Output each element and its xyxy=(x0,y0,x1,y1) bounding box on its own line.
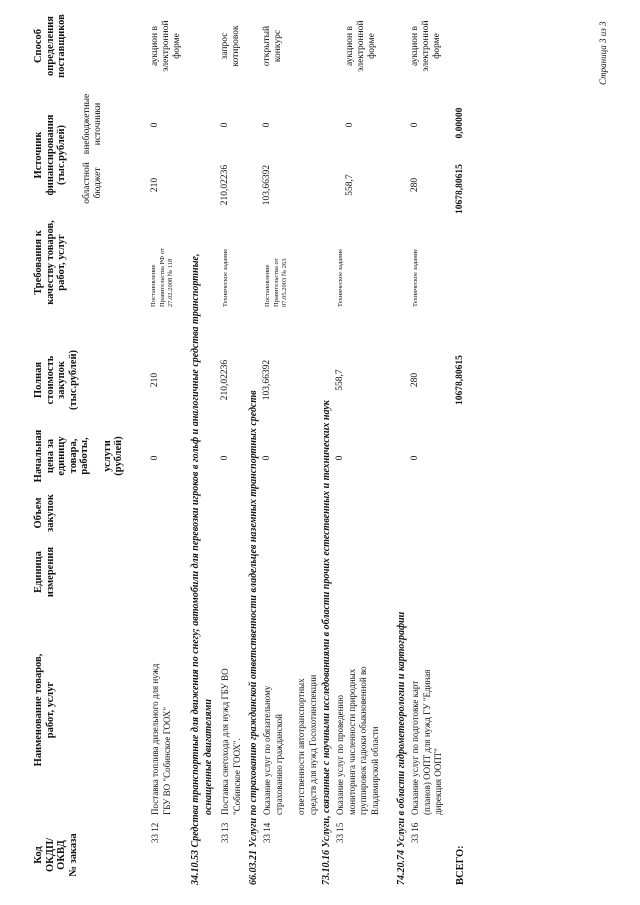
row-total: 558,7 xyxy=(335,369,345,391)
total-regional-value: 10678,80615 xyxy=(455,164,465,214)
row-regional: 210,02236 xyxy=(220,164,230,206)
header-name: Наименование товаров, работ, услуг xyxy=(33,653,56,767)
row-regional: 280 xyxy=(410,177,420,193)
header-initial-price: Начальная цена за единицу товара, работы, услуги (рублей) xyxy=(33,429,124,483)
header-unit: Единица измерения xyxy=(33,546,56,598)
row-code: 33 15 xyxy=(335,822,345,843)
row-total: 280 xyxy=(410,372,420,388)
total-label: ВСЕГО: xyxy=(455,845,466,885)
row-extra: 0 xyxy=(150,122,160,128)
header-code: Код ОКДП/ ОКВД № заказа xyxy=(33,833,79,877)
row-method: аукцион в электронной форме xyxy=(410,20,442,72)
row-method: аукцион в электронной форме xyxy=(345,20,377,72)
header-method: Способ определения поставщиков xyxy=(33,14,67,78)
total-cost-value: 10678,80615 xyxy=(455,355,465,405)
row-name: Поставка снегохода для нужд ГБУ ВО "Собинское ГООХ". xyxy=(220,668,242,815)
row-extra: 0 xyxy=(345,122,355,128)
row-name: Оказание услуг по проведению мониторинга численности природных группировок гадюки обыкновенной во Владимирской области xyxy=(335,666,380,815)
row-total: 210,02236 xyxy=(220,359,230,401)
section-heading: 66.03.21 Услуги по страхованию гражданской ответственности владельцев наземных транспортных средств xyxy=(248,390,259,885)
row-requirements: Техническое задание xyxy=(337,248,344,307)
row-price: 0 xyxy=(335,455,345,461)
row-name: Оказание услуг по обязательному страхованию гражданской ответственности автотранспортных средств для нужд Госохотинспекции xyxy=(262,674,318,815)
row-price: 0 xyxy=(262,455,272,461)
row-extra: 0 xyxy=(410,122,420,128)
header-volume: Объем закупок xyxy=(33,494,56,532)
row-regional: 210 xyxy=(150,177,160,193)
header-funding: Источник финансирования (тыс.рублей) xyxy=(33,114,67,196)
row-total: 210 xyxy=(150,372,160,388)
row-code: 33 16 xyxy=(410,822,420,843)
row-method: аукцион в электронной форме xyxy=(150,20,182,72)
row-method: открытый конкурс xyxy=(262,25,283,67)
row-code: 33 12 xyxy=(150,822,160,843)
row-requirements: Техническое задание xyxy=(412,248,419,307)
row-method: запрос котировок xyxy=(220,25,241,67)
row-price: 0 xyxy=(220,455,230,461)
header-total-cost: Полная стоимость закупок (тыс.рублей) xyxy=(33,349,79,411)
header-funding-extra: внебюджетные источники xyxy=(82,93,103,155)
row-regional: 103,66392 xyxy=(262,164,272,206)
total-extra-value: 0,00000 xyxy=(455,107,465,139)
row-name: Поставка топлива дизельного для нужд ГБУ ВО "Собинское ГООХ" xyxy=(150,663,172,815)
section-heading: 73.10.16 Услуги, связанные с научными исследованиями в области прочих естественных и технических наук xyxy=(321,400,332,885)
row-regional: 558,7 xyxy=(345,174,355,196)
row-requirements: Постановление Правительства РФ от 27.02.2008 № 118 xyxy=(150,248,174,307)
page-number: Страница 3 из 3 xyxy=(598,21,608,85)
header-requirements: Требования к качеству товаров, работ, услуг xyxy=(33,220,67,305)
section-heading: 74.20.74 Услуги в области гидрометеорологии и картографии xyxy=(396,611,407,885)
row-price: 0 xyxy=(410,455,420,461)
row-requirements: Постановление Правительства от 07.05.2003 № 263 xyxy=(264,258,288,307)
section-heading: 34.10.53 Средства транспортные для движения по снегу; автомобили для перевозки игроков в гольф и аналогичные средства транспортные, xyxy=(190,253,201,885)
row-code: 33 14 xyxy=(262,822,272,843)
row-requirements: Техническое задание xyxy=(222,248,229,307)
section-heading-continuation: оснащенные двигателями xyxy=(203,699,214,815)
header-funding-regional: областной бюджет xyxy=(82,162,103,204)
row-extra: 0 xyxy=(220,122,230,128)
row-extra: 0 xyxy=(262,122,272,128)
row-total: 103,66392 xyxy=(262,359,272,401)
row-name: Оказание услуг по подготовке карт (планов) ООПТ для нужд ГУ "Единая дирекция ООПТ" xyxy=(410,669,443,815)
row-code: 33 13 xyxy=(220,822,230,843)
row-price: 0 xyxy=(150,455,160,461)
